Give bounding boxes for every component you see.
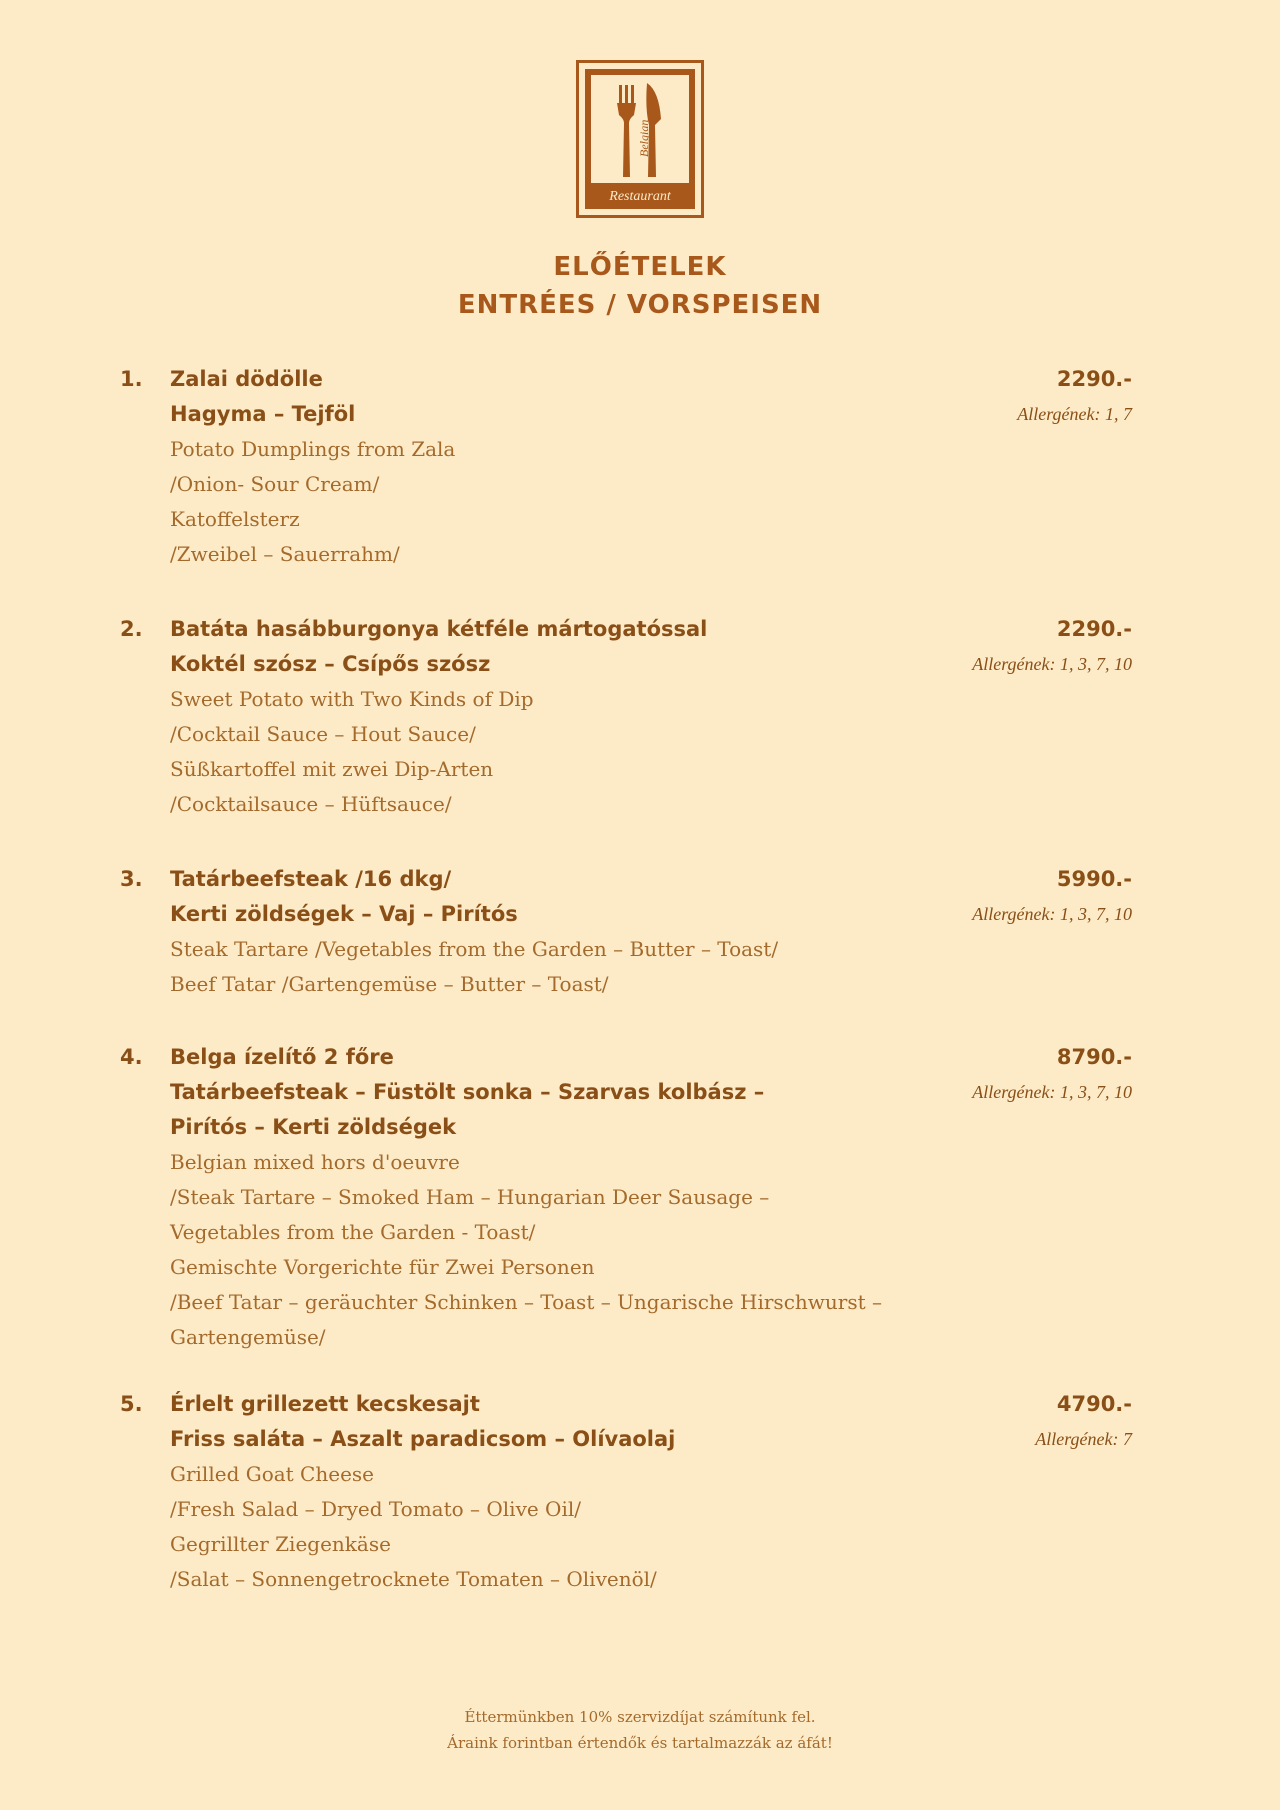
item-description: Süßkartoffel mit zwei Dip-Arten	[170, 757, 494, 781]
item-description: Gegrillter Ziegenkäse	[170, 1532, 391, 1556]
item-number: 1.	[120, 367, 143, 391]
section-title-translations: ENTRÉES / VORSPEISEN	[457, 290, 823, 320]
item-description: Beef Tatar /Gartengemüse – Butter – Toast/	[170, 972, 609, 996]
item-price: 5990.-	[1056, 867, 1132, 891]
item-title: Érlelt grillezett kecskesajt	[170, 1392, 480, 1416]
item-subtitle: Tatárbeefsteak – Füstölt sonka – Szarvas kolbász –	[170, 1080, 765, 1104]
item-title: Batáta hasábburgonya kétféle mártogatóssal	[170, 617, 708, 641]
item-description: /Salat – Sonnengetrocknete Tomaten – Olivenöl/	[170, 1567, 657, 1591]
item-description: Gemischte Vorgerichte für Zwei Personen	[170, 1255, 595, 1279]
menu-item	[120, 862, 1132, 1002]
item-description: /Fresh Salad – Dryed Tomato – Olive Oil/	[170, 1497, 581, 1521]
item-description: /Steak Tartare – Smoked Ham – Hungarian Deer Sausage –	[170, 1185, 770, 1209]
item-description: /Beef Tatar – geräuchter Schinken – Toast – Ungarische Hirschwurst –	[170, 1290, 882, 1314]
menu-item	[120, 362, 1132, 572]
item-description: /Zweibel – Sauerrahm/	[170, 542, 400, 566]
section-title-hungarian: ELŐÉTELEK	[553, 252, 727, 282]
item-title: Tatárbeefsteak /16 dkg/	[170, 867, 452, 891]
item-description: Belgian mixed hors d'oeuvre	[170, 1150, 460, 1174]
item-text	[170, 362, 1070, 572]
item-description: Potato Dumplings from Zala	[170, 437, 456, 461]
item-title: Belga ízelítő 2 főre	[170, 1045, 394, 1069]
item-text	[170, 612, 1070, 822]
item-text	[170, 862, 1070, 1002]
menu-item	[120, 1040, 1132, 1355]
item-subtitle: Kerti zöldségek – Vaj – Pirítós	[170, 902, 518, 926]
item-description: Grilled Goat Cheese	[170, 1462, 375, 1486]
item-text	[170, 1387, 1070, 1597]
item-description: Vegetables from the Garden - Toast/	[170, 1220, 536, 1244]
logo-restaurant-text: Restaurant	[609, 189, 671, 204]
item-subtitle: Pirítós – Kerti zöldségek	[170, 1115, 457, 1139]
item-number: 2.	[120, 617, 143, 641]
item-price: 2290.-	[1056, 617, 1132, 641]
item-allergens: Allergének: 1, 3, 7, 10	[972, 904, 1132, 924]
item-text	[170, 1040, 1070, 1355]
item-subtitle: Friss saláta – Aszalt paradicsom – Olívaolaj	[170, 1427, 676, 1451]
item-description: Sweet Potato with Two Kinds of Dip	[170, 687, 534, 711]
item-description: Gartengemüse/	[170, 1325, 326, 1349]
item-number: 5.	[120, 1392, 143, 1416]
item-number: 3.	[120, 867, 143, 891]
menu-item	[120, 612, 1132, 822]
item-allergens: Allergének: 7	[1035, 1429, 1132, 1449]
item-description: /Onion- Sour Cream/	[170, 472, 380, 496]
item-title: Zalai dödölle	[170, 367, 323, 391]
logo-belgian-text: Belgian	[637, 119, 651, 157]
item-description: Steak Tartare /Vegetables from the Garden – Butter – Toast/	[170, 937, 779, 961]
item-number: 4.	[120, 1045, 143, 1069]
service-charge-note: Éttermünkben 10% szervizdíjat számítunk fel.	[464, 1708, 816, 1726]
item-allergens: Allergének: 1, 3, 7, 10	[972, 654, 1132, 674]
item-subtitle: Hagyma – Tejföl	[170, 402, 356, 426]
item-price: 2290.-	[1056, 367, 1132, 391]
item-price: 8790.-	[1056, 1045, 1132, 1069]
item-price: 4790.-	[1056, 1392, 1132, 1416]
restaurant-logo	[576, 60, 704, 218]
item-description: /Cocktailsauce – Hüftsauce/	[170, 792, 452, 816]
menu-item	[120, 1387, 1132, 1597]
item-subtitle: Koktél szósz – Csípős szósz	[170, 652, 491, 676]
item-description: /Cocktail Sauce – Hout Sauce/	[170, 722, 476, 746]
item-allergens: Allergének: 1, 3, 7, 10	[972, 1082, 1132, 1102]
vat-note: Áraink forintban értendők és tartalmazzák az áfát!	[447, 1734, 833, 1752]
item-allergens: Allergének: 1, 7	[1017, 404, 1132, 424]
item-description: Katoffelsterz	[170, 507, 300, 531]
